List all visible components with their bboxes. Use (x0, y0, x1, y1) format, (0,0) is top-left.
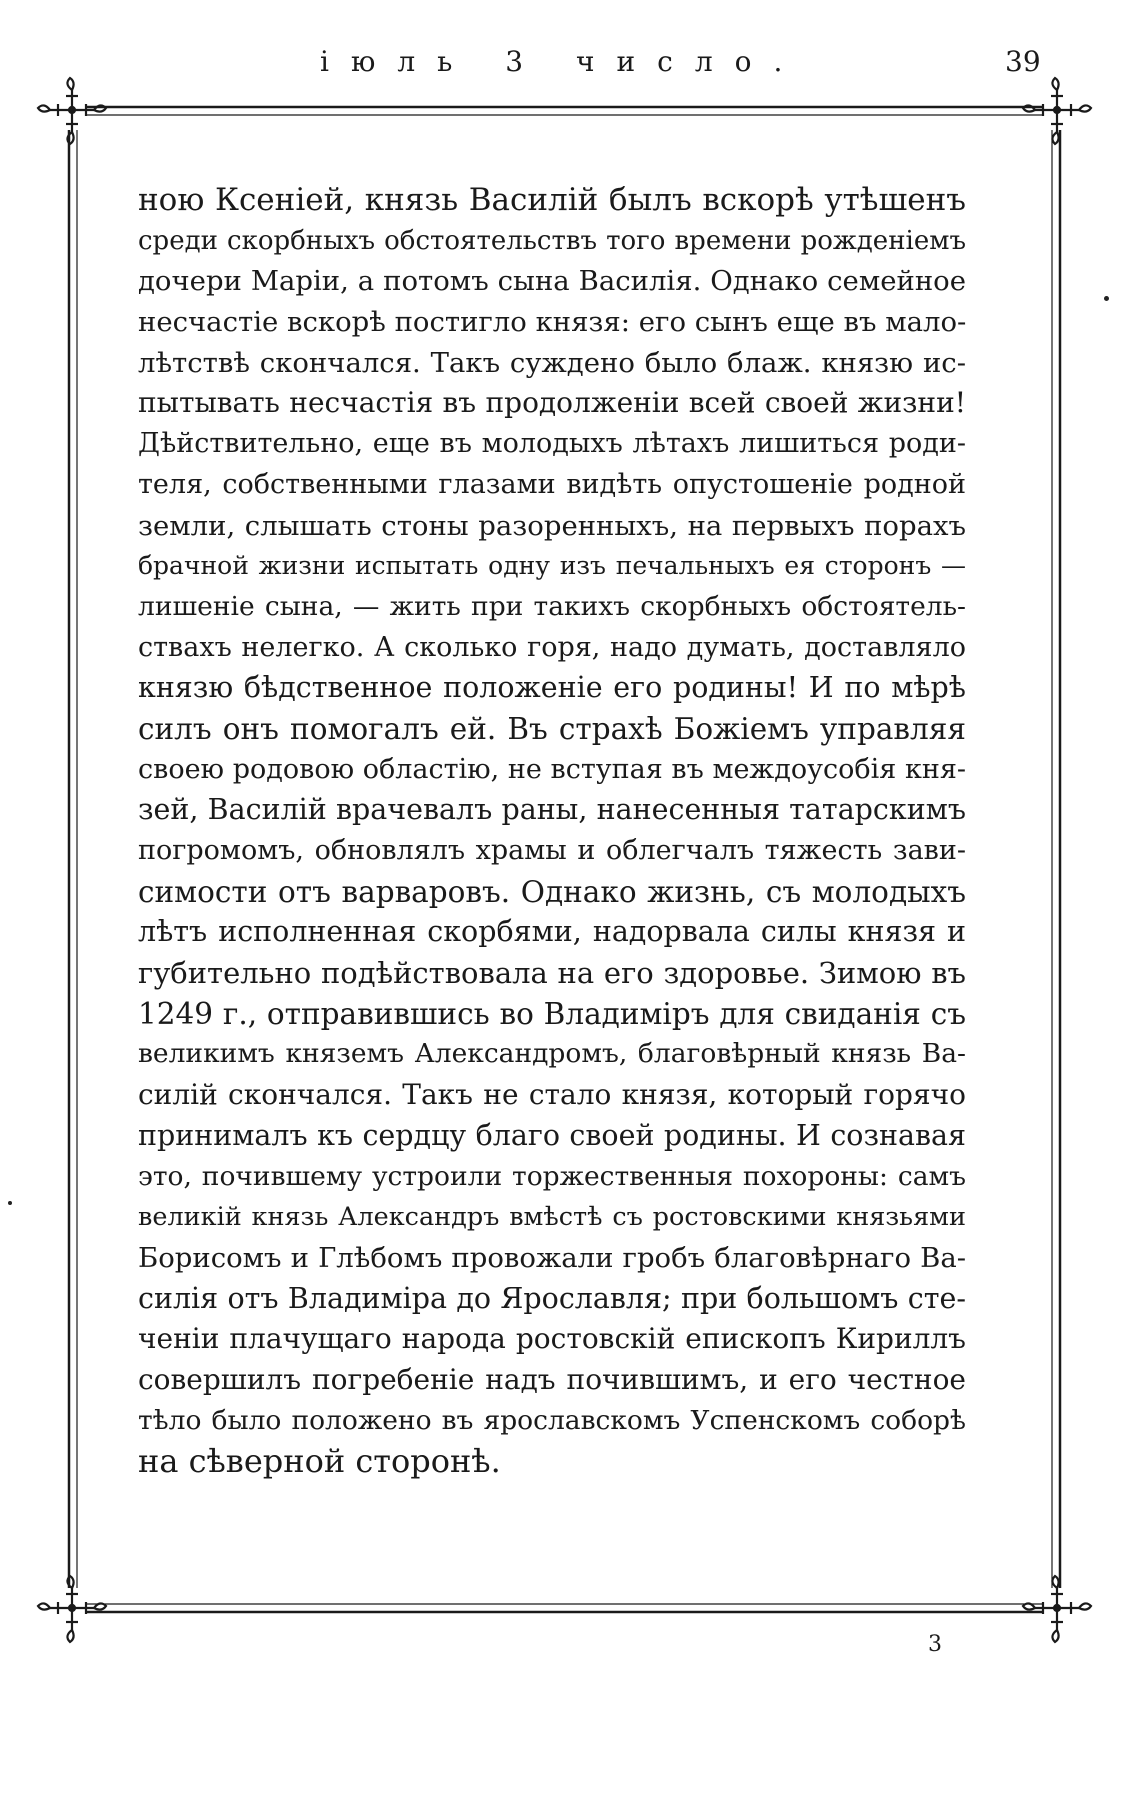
text-line: великій князь Александръ вмѣстѣ съ ростовскими князьями (138, 1202, 966, 1233)
text-line: лѣтствѣ скончался. Такъ суждено было блаж. князю ис- (138, 346, 966, 379)
text-line: принималъ къ сердцу благо своей родины. И сознавая (138, 1118, 966, 1152)
text-line: силъ онъ помогалъ ей. Въ страхѣ Божіемъ управляя (138, 711, 966, 746)
corner-ornament-bottom-right (1023, 1576, 1091, 1642)
text-line: губительно подѣйствовала на его здоровье. Зимою въ (138, 956, 966, 991)
text-line: среди скорбныхъ обстоятельствъ того времени рожденіемъ (138, 225, 966, 256)
running-head-title: іюль 3 число. (320, 45, 805, 78)
text-line: теля, собственными глазами видѣть опустошеніе родной (138, 468, 966, 500)
ink-speck (8, 1201, 12, 1205)
text-line: пытывать несчастія въ продолженіи всей своей жизни! (138, 386, 966, 420)
corner-ornament-top-left (38, 78, 106, 144)
text-line: великимъ княземъ Александромъ, благовѣрный князь Ва- (138, 1038, 966, 1070)
text-line: брачной жизни испытать одну изъ печальныхъ ея сторонъ — (138, 551, 966, 581)
page-number: 39 (1005, 45, 1041, 78)
text-line: лишеніе сына, — жить при такихъ скорбныхъ обстоятель- (138, 590, 966, 622)
text-line: совершилъ погребеніе надъ почившимъ, и его честное (138, 1362, 966, 1396)
text-line: 1249 г., отправившись во Владиміръ для свиданія съ (138, 996, 966, 1031)
text-line: это, почившему устроили торжественныя похороны: самъ (138, 1160, 966, 1192)
text-line: дочери Маріи, а потомъ сына Василія. Однако семейное (138, 265, 966, 298)
body-text (138, 180, 966, 1482)
text-line: несчастіе вскорѣ постигло князя: его сынъ еще въ мало- (138, 306, 967, 339)
text-line: погромомъ, обновлялъ храмы и облегчалъ тяжесть зави- (138, 835, 966, 866)
corner-ornament-top-right (1023, 78, 1091, 144)
text-line: лѣтъ исполненная скорбями, надорвала силы князя и (138, 915, 966, 949)
text-line: силій скончался. Такъ не стало князя, который горячо (138, 1078, 966, 1112)
text-line: Борисомъ и Глѣбомъ провожали гробъ благовѣрнаго Ва- (138, 1241, 966, 1274)
text-line: ною Ксеніей, князь Василій былъ вскорѣ утѣшенъ (138, 182, 966, 218)
signature-mark: 3 (928, 1632, 942, 1657)
text-line: ченіи плачущаго народа ростовскій епископъ Кириллъ (138, 1322, 966, 1356)
ink-speck (1104, 296, 1109, 301)
text-line: симости отъ варваровъ. Однако жизнь, съ молодыхъ (138, 874, 966, 909)
text-line: ствахъ нелегко. А сколько горя, надо думать, доставляло (138, 631, 966, 663)
text-line: князю бѣдственное положеніе его родины! И по мѣрѣ (138, 671, 966, 705)
text-line: на сѣверной сторонѣ. (138, 1442, 501, 1481)
text-line: тѣло было положено въ ярославскомъ Успенскомъ соборѣ (138, 1404, 966, 1436)
text-line: силія отъ Владиміра до Ярославля; при большомъ сте- (138, 1281, 966, 1315)
text-line: земли, слышать стоны разоренныхъ, на первыхъ порахъ (138, 509, 966, 542)
text-line: своею родовою областію, не вступая въ междоусобія кня- (138, 753, 966, 785)
text-line: Дѣйствительно, еще въ молодыхъ лѣтахъ лишиться роди- (138, 428, 966, 460)
corner-ornament-bottom-left (38, 1576, 106, 1642)
text-line: зей, Василій врачевалъ раны, нанесенныя татарскимъ (138, 793, 966, 827)
